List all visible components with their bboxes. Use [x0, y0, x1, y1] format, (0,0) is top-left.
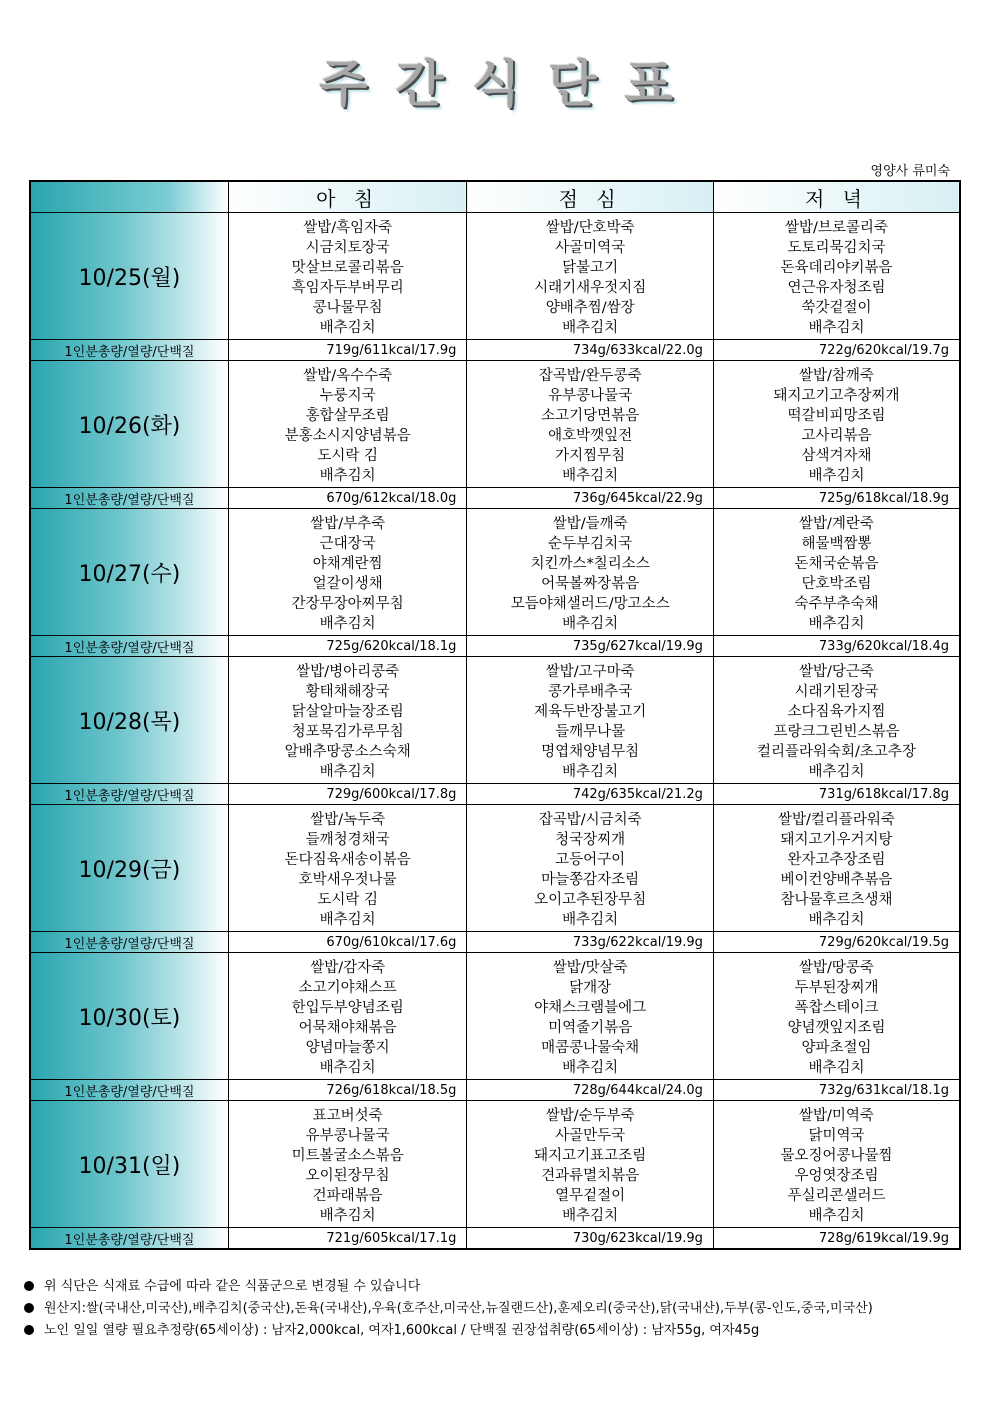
menu-item: 명엽채양념무침: [541, 744, 640, 760]
nutrition-label: 1인분총량/열량/단백질: [30, 488, 228, 509]
day-row: [30, 213, 960, 340]
day-date: 10/28(목): [30, 657, 228, 784]
menu-item: 순두부김치국: [548, 536, 633, 552]
menu-item: 청국장찌개: [555, 832, 626, 848]
menu-item: 배추김치: [562, 1208, 619, 1224]
bullet-icon: [24, 1281, 34, 1291]
menu-item: 돼지고기우거지탕: [780, 832, 893, 848]
menu-item: 쌀밥/땅콩죽: [799, 960, 874, 976]
lunch-menu: [467, 805, 714, 932]
menu-item: 어묵채야채볶음: [298, 1020, 397, 1036]
lunch-menu: [467, 657, 714, 784]
menu-item: 야채스크램블에그: [534, 1000, 647, 1016]
nutrition-row: [30, 488, 960, 509]
menu-item: 잡곡밥/시금치죽: [538, 812, 642, 828]
breakfast-nutrition: 725g/620kcal/18.1g: [228, 636, 467, 657]
menu-item: 배추김치: [319, 1060, 376, 1076]
menu-item: 배추김치: [319, 912, 376, 928]
menu-item: 숙주부추숙채: [794, 596, 879, 612]
breakfast-nutrition: 670g/610kcal/17.6g: [228, 932, 467, 953]
menu-item: 쌀밥/계란죽: [799, 516, 874, 532]
lunch-menu: [467, 361, 714, 488]
menu-item: 견과류멸치볶음: [541, 1168, 640, 1184]
menu-item: 떡갈비피망조림: [787, 408, 886, 424]
breakfast-menu: [228, 509, 467, 636]
menu-item: 배추김치: [562, 320, 619, 336]
menu-item: 쌀밥/흑임자죽: [303, 220, 393, 236]
footnotes: [24, 1276, 964, 1342]
menu-item: 들깨무나물: [555, 724, 626, 740]
dinner-menu: [713, 953, 960, 1080]
menu-item: 삼색겨자채: [801, 448, 872, 464]
dinner-menu: [713, 361, 960, 488]
menu-item: 닭살알마늘장조림: [291, 704, 404, 720]
header-corner: [30, 181, 228, 213]
menu-item: 배추김치: [562, 1060, 619, 1076]
day-date: 10/27(수): [30, 509, 228, 636]
menu-item: 배추김치: [808, 468, 865, 484]
menu-item: 소다짐육가지찜: [787, 704, 886, 720]
menu-item: 쌀밥/참깨죽: [799, 368, 874, 384]
menu-item: 돈다짐육새송이볶음: [284, 852, 411, 868]
menu-item: 한입두부양념조림: [291, 1000, 404, 1016]
menu-item: 돈채국순볶음: [794, 556, 879, 572]
menu-item: 쌀밥/맛살죽: [552, 960, 628, 976]
bullet-icon: [24, 1303, 34, 1313]
header-row: [30, 181, 960, 213]
menu-item: 컬리플라워숙회/초고추장: [756, 744, 916, 760]
lunch-nutrition: 742g/635kcal/21.2g: [467, 784, 714, 805]
menu-item: 배추김치: [808, 320, 865, 336]
nutrition-row: [30, 340, 960, 361]
menu-item: 청포묵김가루무침: [291, 724, 404, 740]
breakfast-nutrition: 670g/612kcal/18.0g: [228, 488, 467, 509]
menu-item: 시래기새우젓지짐: [534, 280, 647, 296]
menu-item: 도시락 김: [317, 892, 378, 908]
day-row: [30, 1101, 960, 1228]
menu-item: 배추김치: [319, 616, 376, 632]
menu-item: 시래기된장국: [794, 684, 879, 700]
dinner-menu: [713, 213, 960, 340]
menu-item: 소고기야채스프: [298, 980, 397, 996]
menu-item: 쑥갓겉절이: [801, 300, 872, 316]
menu-item: 닭불고기: [562, 260, 619, 276]
menu-item: 쌀밥/미역죽: [799, 1108, 874, 1124]
menu-item: 두부된장찌개: [794, 980, 879, 996]
nutrition-row: [30, 1080, 960, 1101]
page-title: 주간식단표: [319, 55, 701, 113]
menu-item: 돈육데리야키볶음: [780, 260, 893, 276]
weekly-menu-table: [29, 180, 961, 1250]
breakfast-menu: [228, 1101, 467, 1228]
menu-item: 도토리묵김치국: [787, 240, 886, 256]
menu-item: 가지찜무침: [555, 448, 626, 464]
menu-item: 건파래볶음: [312, 1188, 383, 1204]
day-date: 10/26(화): [30, 361, 228, 488]
breakfast-nutrition: 729g/600kcal/17.8g: [228, 784, 467, 805]
menu-item: 배추김치: [808, 912, 865, 928]
menu-item: 도시락 김: [317, 448, 378, 464]
nutrition-row: [30, 1228, 960, 1250]
menu-item: 표고버섯죽: [312, 1108, 383, 1124]
menu-item: 쌀밥/당근죽: [799, 664, 874, 680]
menu-item: 미역줄기볶음: [548, 1020, 633, 1036]
menu-item: 배추김치: [808, 1208, 865, 1224]
dinner-menu: [713, 805, 960, 932]
nutrition-label: 1인분총량/열량/단백질: [30, 932, 228, 953]
breakfast-menu: [228, 213, 467, 340]
dinner-menu: [713, 1101, 960, 1228]
header-lunch: 점 심: [467, 181, 714, 213]
lunch-menu: [467, 1101, 714, 1228]
menu-item: 홍합살무조림: [305, 408, 390, 424]
menu-item: 쌀밥/단호박죽: [545, 220, 635, 236]
nutrition-label: 1인분총량/열량/단백질: [30, 1080, 228, 1101]
menu-item: 오이고추된장무침: [534, 892, 647, 908]
dinner-nutrition: 731g/618kcal/17.8g: [713, 784, 960, 805]
nutrition-row: [30, 784, 960, 805]
menu-item: 치킨까스*칠리소스: [530, 556, 650, 572]
menu-item: 간장무장아찌무침: [291, 596, 404, 612]
menu-item: 폭찹스테이크: [794, 1000, 879, 1016]
dinner-nutrition: 728g/619kcal/19.9g: [713, 1228, 960, 1250]
menu-item: 미트볼굴소스볶음: [291, 1148, 404, 1164]
day-date: 10/31(일): [30, 1101, 228, 1228]
dinner-nutrition: 722g/620kcal/19.7g: [713, 340, 960, 361]
menu-item: 들깨청경채국: [305, 832, 390, 848]
lunch-nutrition: 735g/627kcal/19.9g: [467, 636, 714, 657]
header-breakfast: 아 침: [228, 181, 467, 213]
menu-item: 단호박조림: [801, 576, 872, 592]
menu-item: 배추김치: [562, 912, 619, 928]
menu-item: 쌀밥/감자죽: [310, 960, 386, 976]
dietitian-name: 영양사 류미숙: [870, 164, 950, 179]
menu-item: 배추김치: [808, 616, 865, 632]
menu-item: 모듬야채샐러드/망고소스: [510, 596, 670, 612]
nutrition-label: 1인분총량/열량/단백질: [30, 340, 228, 361]
menu-item: 황태채해장국: [305, 684, 390, 700]
menu-item: 물오징어콩나물찜: [780, 1148, 893, 1164]
menu-item: 열무겉절이: [555, 1188, 626, 1204]
day-row: [30, 509, 960, 636]
lunch-nutrition: 733g/622kcal/19.9g: [467, 932, 714, 953]
menu-item: 오이된장무침: [305, 1168, 390, 1184]
menu-item: 흑임자두부버무리: [291, 280, 404, 296]
menu-item: 쌀밥/부추죽: [310, 516, 386, 532]
dinner-nutrition: 729g/620kcal/19.5g: [713, 932, 960, 953]
lunch-menu: [467, 509, 714, 636]
lunch-menu: [467, 213, 714, 340]
menu-item: 양파초절임: [801, 1040, 872, 1056]
dinner-nutrition: 732g/631kcal/18.1g: [713, 1080, 960, 1101]
header-dinner: 저 녁: [713, 181, 960, 213]
dinner-menu: [713, 509, 960, 636]
menu-item: 사골만두국: [555, 1128, 626, 1144]
menu-item: 돼지고기고추장찌개: [773, 388, 900, 404]
menu-item: 배추김치: [319, 764, 376, 780]
menu-item: 애호박깻잎전: [548, 428, 633, 444]
breakfast-menu: [228, 805, 467, 932]
menu-item: 매콤콩나물숙채: [541, 1040, 640, 1056]
menu-item: 유부콩나물국: [548, 388, 633, 404]
menu-item: 쌀밥/녹두죽: [310, 812, 386, 828]
dinner-menu: [713, 657, 960, 784]
menu-item: 배추김치: [808, 764, 865, 780]
nutrition-row: [30, 932, 960, 953]
menu-item: 해물백짬뽕: [801, 536, 872, 552]
breakfast-nutrition: 721g/605kcal/17.1g: [228, 1228, 467, 1250]
lunch-nutrition: 730g/623kcal/19.9g: [467, 1228, 714, 1250]
menu-item: 야채계란찜: [312, 556, 383, 572]
lunch-nutrition: 728g/644kcal/24.0g: [467, 1080, 714, 1101]
menu-item: 프랑크그린빈스볶음: [773, 724, 900, 740]
day-row: [30, 805, 960, 932]
nutrition-label: 1인분총량/열량/단백질: [30, 784, 228, 805]
menu-item: 완자고추장조림: [787, 852, 886, 868]
menu-item: 누룽지국: [319, 388, 376, 404]
menu-item: 쌀밥/들깨죽: [552, 516, 628, 532]
menu-item: 닭개장: [569, 980, 612, 996]
menu-item: 배추김치: [319, 468, 376, 484]
menu-item: 콩가루배추국: [548, 684, 633, 700]
menu-item: 돼지고기표고조림: [534, 1148, 647, 1164]
day-row: [30, 657, 960, 784]
menu-item: 쌀밥/순두부죽: [545, 1108, 635, 1124]
lunch-nutrition: 736g/645kcal/22.9g: [467, 488, 714, 509]
note-substitution: 위 식단은 식재료 수급에 따라 같은 식품군으로 변경될 수 있습니다: [24, 1276, 964, 1298]
menu-item: 배추김치: [808, 1060, 865, 1076]
menu-item: 배추김치: [319, 320, 376, 336]
menu-item: 잡곡밥/완두콩죽: [538, 368, 642, 384]
menu-item: 호박새우젓나물: [298, 872, 397, 888]
menu-item: 쌀밥/옥수수죽: [303, 368, 393, 384]
lunch-menu: [467, 953, 714, 1080]
menu-item: 쌀밥/컬리플라워죽: [777, 812, 895, 828]
menu-item: 제육두반장불고기: [534, 704, 647, 720]
menu-item: 베이컨양배추볶음: [780, 872, 893, 888]
menu-item: 배추김치: [562, 468, 619, 484]
nutrition-label: 1인분총량/열량/단백질: [30, 636, 228, 657]
menu-item: 닭미역국: [808, 1128, 865, 1144]
lunch-nutrition: 734g/633kcal/22.0g: [467, 340, 714, 361]
menu-item: 우엉엿장조림: [794, 1168, 879, 1184]
day-date: 10/25(월): [30, 213, 228, 340]
menu-item: 고사리볶음: [801, 428, 872, 444]
menu-item: 근대장국: [319, 536, 376, 552]
menu-item: 쌀밥/고구마죽: [545, 664, 635, 680]
bullet-icon: [24, 1325, 34, 1335]
dinner-nutrition: 733g/620kcal/18.4g: [713, 636, 960, 657]
note-nutrition: 노인 일일 열량 필요추정량(65세이상) : 남자2,000kcal, 여자1,600kcal / 단백질 권장섭취량(65세이상) : 남자55g, 여자45g: [24, 1320, 964, 1342]
breakfast-nutrition: 726g/618kcal/18.5g: [228, 1080, 467, 1101]
menu-item: 배추김치: [319, 1208, 376, 1224]
menu-item: 양념마늘쫑지: [305, 1040, 390, 1056]
menu-item: 시금치토장국: [305, 240, 390, 256]
day-date: 10/30(토): [30, 953, 228, 1080]
menu-item: 분홍소시지양념볶음: [284, 428, 411, 444]
note-origin: 원산지:쌀(국내산,미국산),배추김치(중국산),돈육(국내산),우육(호주산,미국산,뉴질랜드산),훈제오리(중국산),닭(국내산),두부(콩-인도,중국,미국산): [24, 1298, 964, 1320]
menu-item: 콩나물무침: [312, 300, 383, 316]
menu-item: 얼갈이생채: [312, 576, 383, 592]
breakfast-menu: [228, 657, 467, 784]
nutrition-label: 1인분총량/열량/단백질: [30, 1228, 228, 1250]
menu-item: 소고기당면볶음: [541, 408, 640, 424]
nutrition-row: [30, 636, 960, 657]
breakfast-menu: [228, 953, 467, 1080]
menu-item: 고등어구이: [555, 852, 626, 868]
day-row: [30, 361, 960, 488]
breakfast-nutrition: 719g/611kcal/17.9g: [228, 340, 467, 361]
day-date: 10/29(금): [30, 805, 228, 932]
menu-item: 배추김치: [562, 764, 619, 780]
menu-item: 어묵볼짜장볶음: [541, 576, 640, 592]
menu-item: 배추김치: [562, 616, 619, 632]
dinner-nutrition: 725g/618kcal/18.9g: [713, 488, 960, 509]
breakfast-menu: [228, 361, 467, 488]
menu-item: 푸실리콘샐러드: [787, 1188, 886, 1204]
menu-item: 연근유자청조림: [787, 280, 886, 296]
menu-item: 쌀밥/병아리콩죽: [296, 664, 400, 680]
menu-item: 맛살브로콜리볶음: [291, 260, 404, 276]
menu-item: 양배추찜/쌈장: [545, 300, 635, 316]
menu-item: 참나물후르츠생채: [780, 892, 893, 908]
menu-item: 사골미역국: [555, 240, 626, 256]
menu-item: 마늘쫑감자조림: [541, 872, 640, 888]
menu-item: 알배추땅콩소스숙채: [284, 744, 411, 760]
menu-item: 양념깻잎지조림: [787, 1020, 886, 1036]
day-row: [30, 953, 960, 1080]
menu-item: 유부콩나물국: [305, 1128, 390, 1144]
menu-item: 쌀밥/브로콜리죽: [785, 220, 888, 236]
